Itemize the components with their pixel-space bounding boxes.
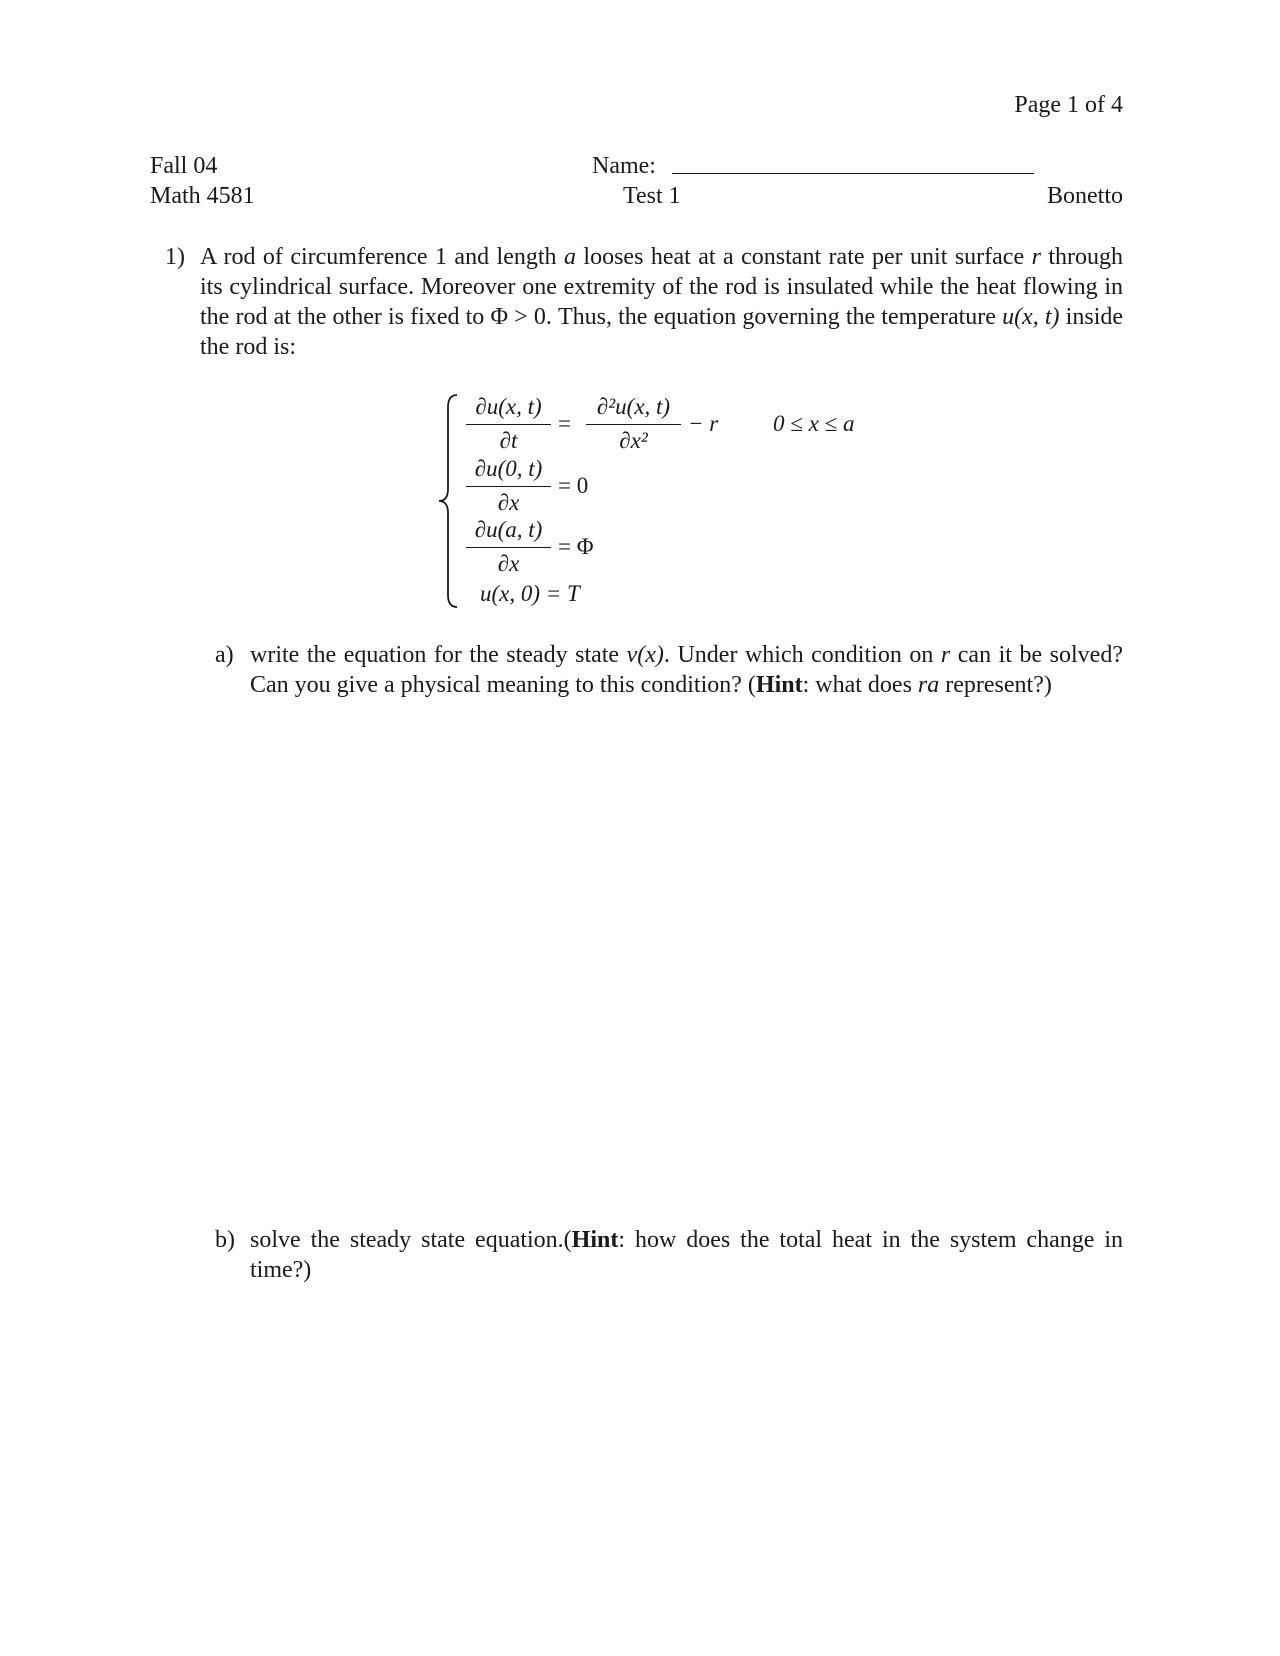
eq1-equals: = — [558, 411, 571, 436]
part-text: represent?) — [939, 672, 1052, 698]
name-blank-line — [672, 173, 1034, 174]
problem-statement — [200, 242, 1123, 362]
eq2-rhs: = 0 — [558, 473, 589, 498]
problem-number: 1) — [165, 244, 185, 270]
eq1-minus-r: − r — [688, 411, 719, 436]
eq1-rhs-fraction: ∂²u(x, t) ∂x² — [586, 393, 681, 455]
part-text: can it be solved? Can you give a physical meaning to this condition? ( — [250, 642, 1123, 698]
problem-text: A rod of circumference 1 and length — [200, 244, 564, 270]
math-var-r: r — [940, 642, 951, 668]
instructor-name: Bonetto — [1047, 183, 1123, 209]
eq1-lhs-fraction: ∂u(x, t) ∂t — [466, 393, 551, 455]
part-b-text — [250, 1225, 1123, 1285]
math-var-a: a — [563, 244, 576, 270]
part-b-label: b) — [215, 1227, 235, 1253]
part-a-text — [250, 640, 1123, 700]
page-number: Page 1 of 4 — [1014, 92, 1123, 118]
part-text: . Under which condition on — [663, 642, 941, 668]
problem-text: through its cylindrical surface. Moreover one extremity of the rod is insulated while the heat flowing in the rod at the other is fixed to Φ > 0. Thus, the equation governing the temperature — [200, 244, 1124, 330]
name-label: Name: — [592, 153, 656, 179]
course-label: Math 4581 — [150, 183, 255, 209]
test-title: Test 1 — [623, 183, 681, 209]
eq1-domain: 0 ≤ x ≤ a — [773, 411, 855, 436]
math-var-v: v(x) — [626, 642, 664, 668]
hint-label: Hint — [755, 672, 803, 698]
part-text: : how does the total heat in the system change in time?) — [250, 1227, 1123, 1283]
problem-text: inside the rod is: — [200, 304, 1124, 360]
math-var-u: u(x, t) — [1002, 304, 1060, 330]
math-var-r: r — [1031, 244, 1041, 270]
hint-label: Hint — [571, 1227, 619, 1253]
eq4-initial-condition: u(x, 0) = T — [480, 581, 580, 606]
part-a-label: a) — [215, 642, 234, 668]
math-var-ra: ra — [917, 672, 940, 698]
problem-text: looses heat at a constant rate per unit surface — [575, 244, 1032, 270]
part-text: : what does — [802, 672, 918, 698]
eq2-lhs-fraction: ∂u(0, t) ∂x — [466, 455, 551, 517]
left-brace — [437, 393, 459, 609]
eq3-rhs: = Φ — [558, 534, 594, 559]
part-text: solve the steady state equation.( — [250, 1227, 572, 1253]
term-label: Fall 04 — [150, 153, 218, 179]
eq3-lhs-fraction: ∂u(a, t) ∂x — [466, 516, 551, 578]
part-text: write the equation for the steady state — [250, 642, 627, 668]
